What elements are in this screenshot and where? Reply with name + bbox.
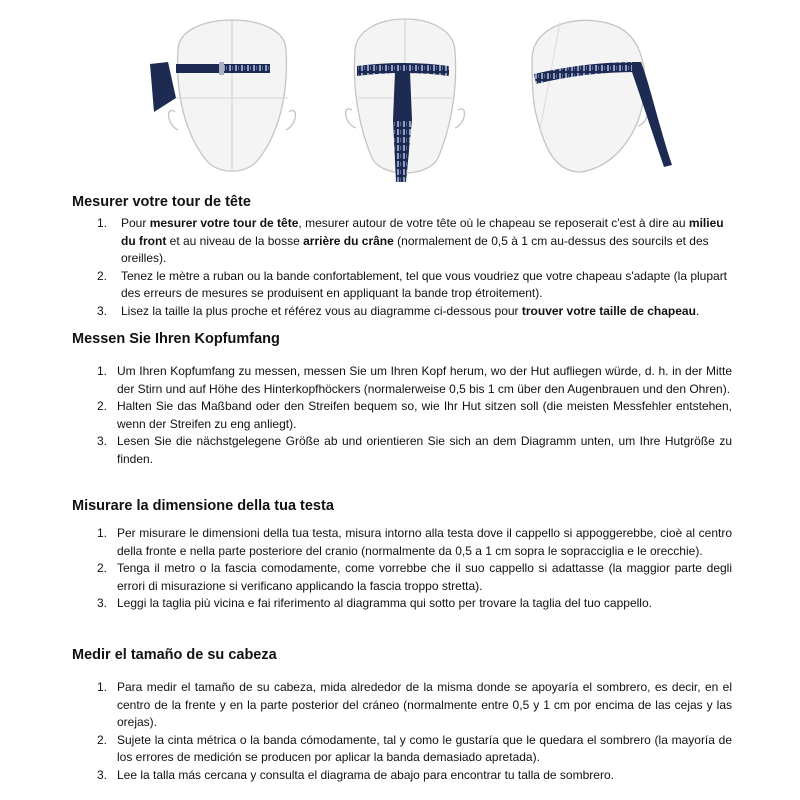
list-item-text: Leggi la taglia più vicina e fai riferimento al diagramma qui sotto per trovare la taglia del tuo cappello. xyxy=(117,596,652,610)
list-item xyxy=(72,767,732,785)
list-item xyxy=(72,525,732,560)
list-item-text: Para medir el tamaño de su cabeza, mida alrededor de la misma donde se apoyaría el sombrero, es decir, en el centro de la frente y en la parte posterior del cráneo (normalmente entre 0,5 y 1 cm por encima de las cejas y las orejas). xyxy=(117,680,732,729)
section-title-italian: Misurare la dimensione della tua testa xyxy=(72,498,334,514)
bold-text: mesurer votre tour de tête xyxy=(149,216,299,230)
head-measuring-illustrations xyxy=(0,0,800,190)
section-title-french: Mesurer votre tour de tête xyxy=(72,194,251,210)
section-german xyxy=(72,330,732,468)
bold-text: arrière du crâne xyxy=(303,233,394,248)
section-title-german: Messen Sie Ihren Kopfumfang xyxy=(72,331,280,347)
list-item-number: 3. xyxy=(97,434,108,448)
section-title-spanish: Medir el tamaño de su cabeza xyxy=(72,647,277,663)
steps-list-german xyxy=(72,363,732,468)
list-item-number: 1. xyxy=(97,216,108,230)
list-item-text: Pour mesurer votre tour de tête, mesurer autour de votre tête où le chapeau se reposerait c'est à dire au milieu du front et au niveau de la bosse arrière du crâne (normalement de 0,5 à 1 cm au-dessus des sourcils et des oreilles). xyxy=(121,216,724,265)
list-item xyxy=(72,303,732,321)
list-item-text: Tenez le mètre a ruban ou la bande confortablement, tel que vous voudriez que votre chapeau s'adapte (la plupart des erreurs de mesures se produisent en appliquant la bande trop étroitement). xyxy=(121,268,728,300)
list-item xyxy=(72,560,732,595)
list-item-number: 2. xyxy=(97,561,108,575)
list-item-number: 1. xyxy=(97,680,108,694)
list-item-text: Lisez la taille la plus proche et référez vous au diagramme ci-dessous pour trouver votre taille de chapeau. xyxy=(121,303,700,318)
list-item xyxy=(72,595,732,613)
list-item-number: 1. xyxy=(97,364,108,378)
head-back-measuring-figure xyxy=(346,18,465,182)
list-item xyxy=(72,215,732,268)
list-item-text: Tenga il metro o la fascia comodamente, come vorrebbe che il suo cappello si adattasse (la maggior parte degli errori di misurazione si verificano applicando la fascia troppo stretta). xyxy=(117,561,732,593)
list-item-number: 3. xyxy=(97,596,108,610)
head-side-measuring-figure xyxy=(532,20,672,172)
section-italian xyxy=(72,497,732,613)
list-item-text: Um Ihren Kopfumfang zu messen, messen Sie um Ihren Kopf herum, wo der Hut aufliegen würde, d. h. in der Mitte der Stirn und auf Höhe des Hinterkopfhöckers (normalerweise 0,5 bis 1 cm über den Augenbrauen und den Ohren). xyxy=(117,364,732,396)
bold-text: milieu du front xyxy=(121,216,724,248)
list-item-number: 3. xyxy=(97,767,108,782)
list-item xyxy=(72,679,732,732)
list-item-text: Halten Sie das Maßband oder den Streifen bequem so, wie Ihr Hut sitzen soll (die meisten Messfehler entstehen, wenn der Streifen zu eng anliegt). xyxy=(117,399,732,431)
steps-list-italian xyxy=(72,525,732,613)
list-item-number: 3. xyxy=(97,303,108,318)
list-item xyxy=(72,433,732,468)
steps-list-spanish xyxy=(72,679,732,784)
head-front-measuring-figure xyxy=(150,20,295,171)
list-item xyxy=(72,268,732,303)
section-french xyxy=(72,193,732,320)
list-item-number: 1. xyxy=(97,526,108,540)
steps-list-french xyxy=(72,215,732,320)
list-item xyxy=(72,363,732,398)
list-item-number: 2. xyxy=(97,268,108,283)
list-item-number: 2. xyxy=(97,732,108,747)
section-spanish xyxy=(72,646,732,784)
list-item xyxy=(72,398,732,433)
list-item-number: 2. xyxy=(97,399,108,413)
bold-text: trouver votre taille de chapeau xyxy=(521,303,696,318)
list-item-text: Lee la talla más cercana y consulta el diagrama de abajo para encontrar tu talla de sombrero. xyxy=(117,767,614,782)
list-item xyxy=(72,732,732,767)
list-item-text: Per misurare le dimensioni della tua testa, misura intorno alla testa dove il cappello si appoggerebbe, cioè al centro della fronte e nella parte posteriore del cranio (normalmente da 0,5 a 1 cm sopra le sopracciglia e le orecchie). xyxy=(117,526,732,558)
list-item-text: Lesen Sie die nächstgelegene Größe ab und orientieren Sie sich an dem Diagramm unten, um Ihre Hutgröße zu finden. xyxy=(117,434,732,466)
list-item-text: Sujete la cinta métrica o la banda cómodamente, tal y como le gustaría que le quedara el sombrero (la mayoría de los errores de medición se producen por aplicar la banda demasiado apretada). xyxy=(117,732,732,764)
